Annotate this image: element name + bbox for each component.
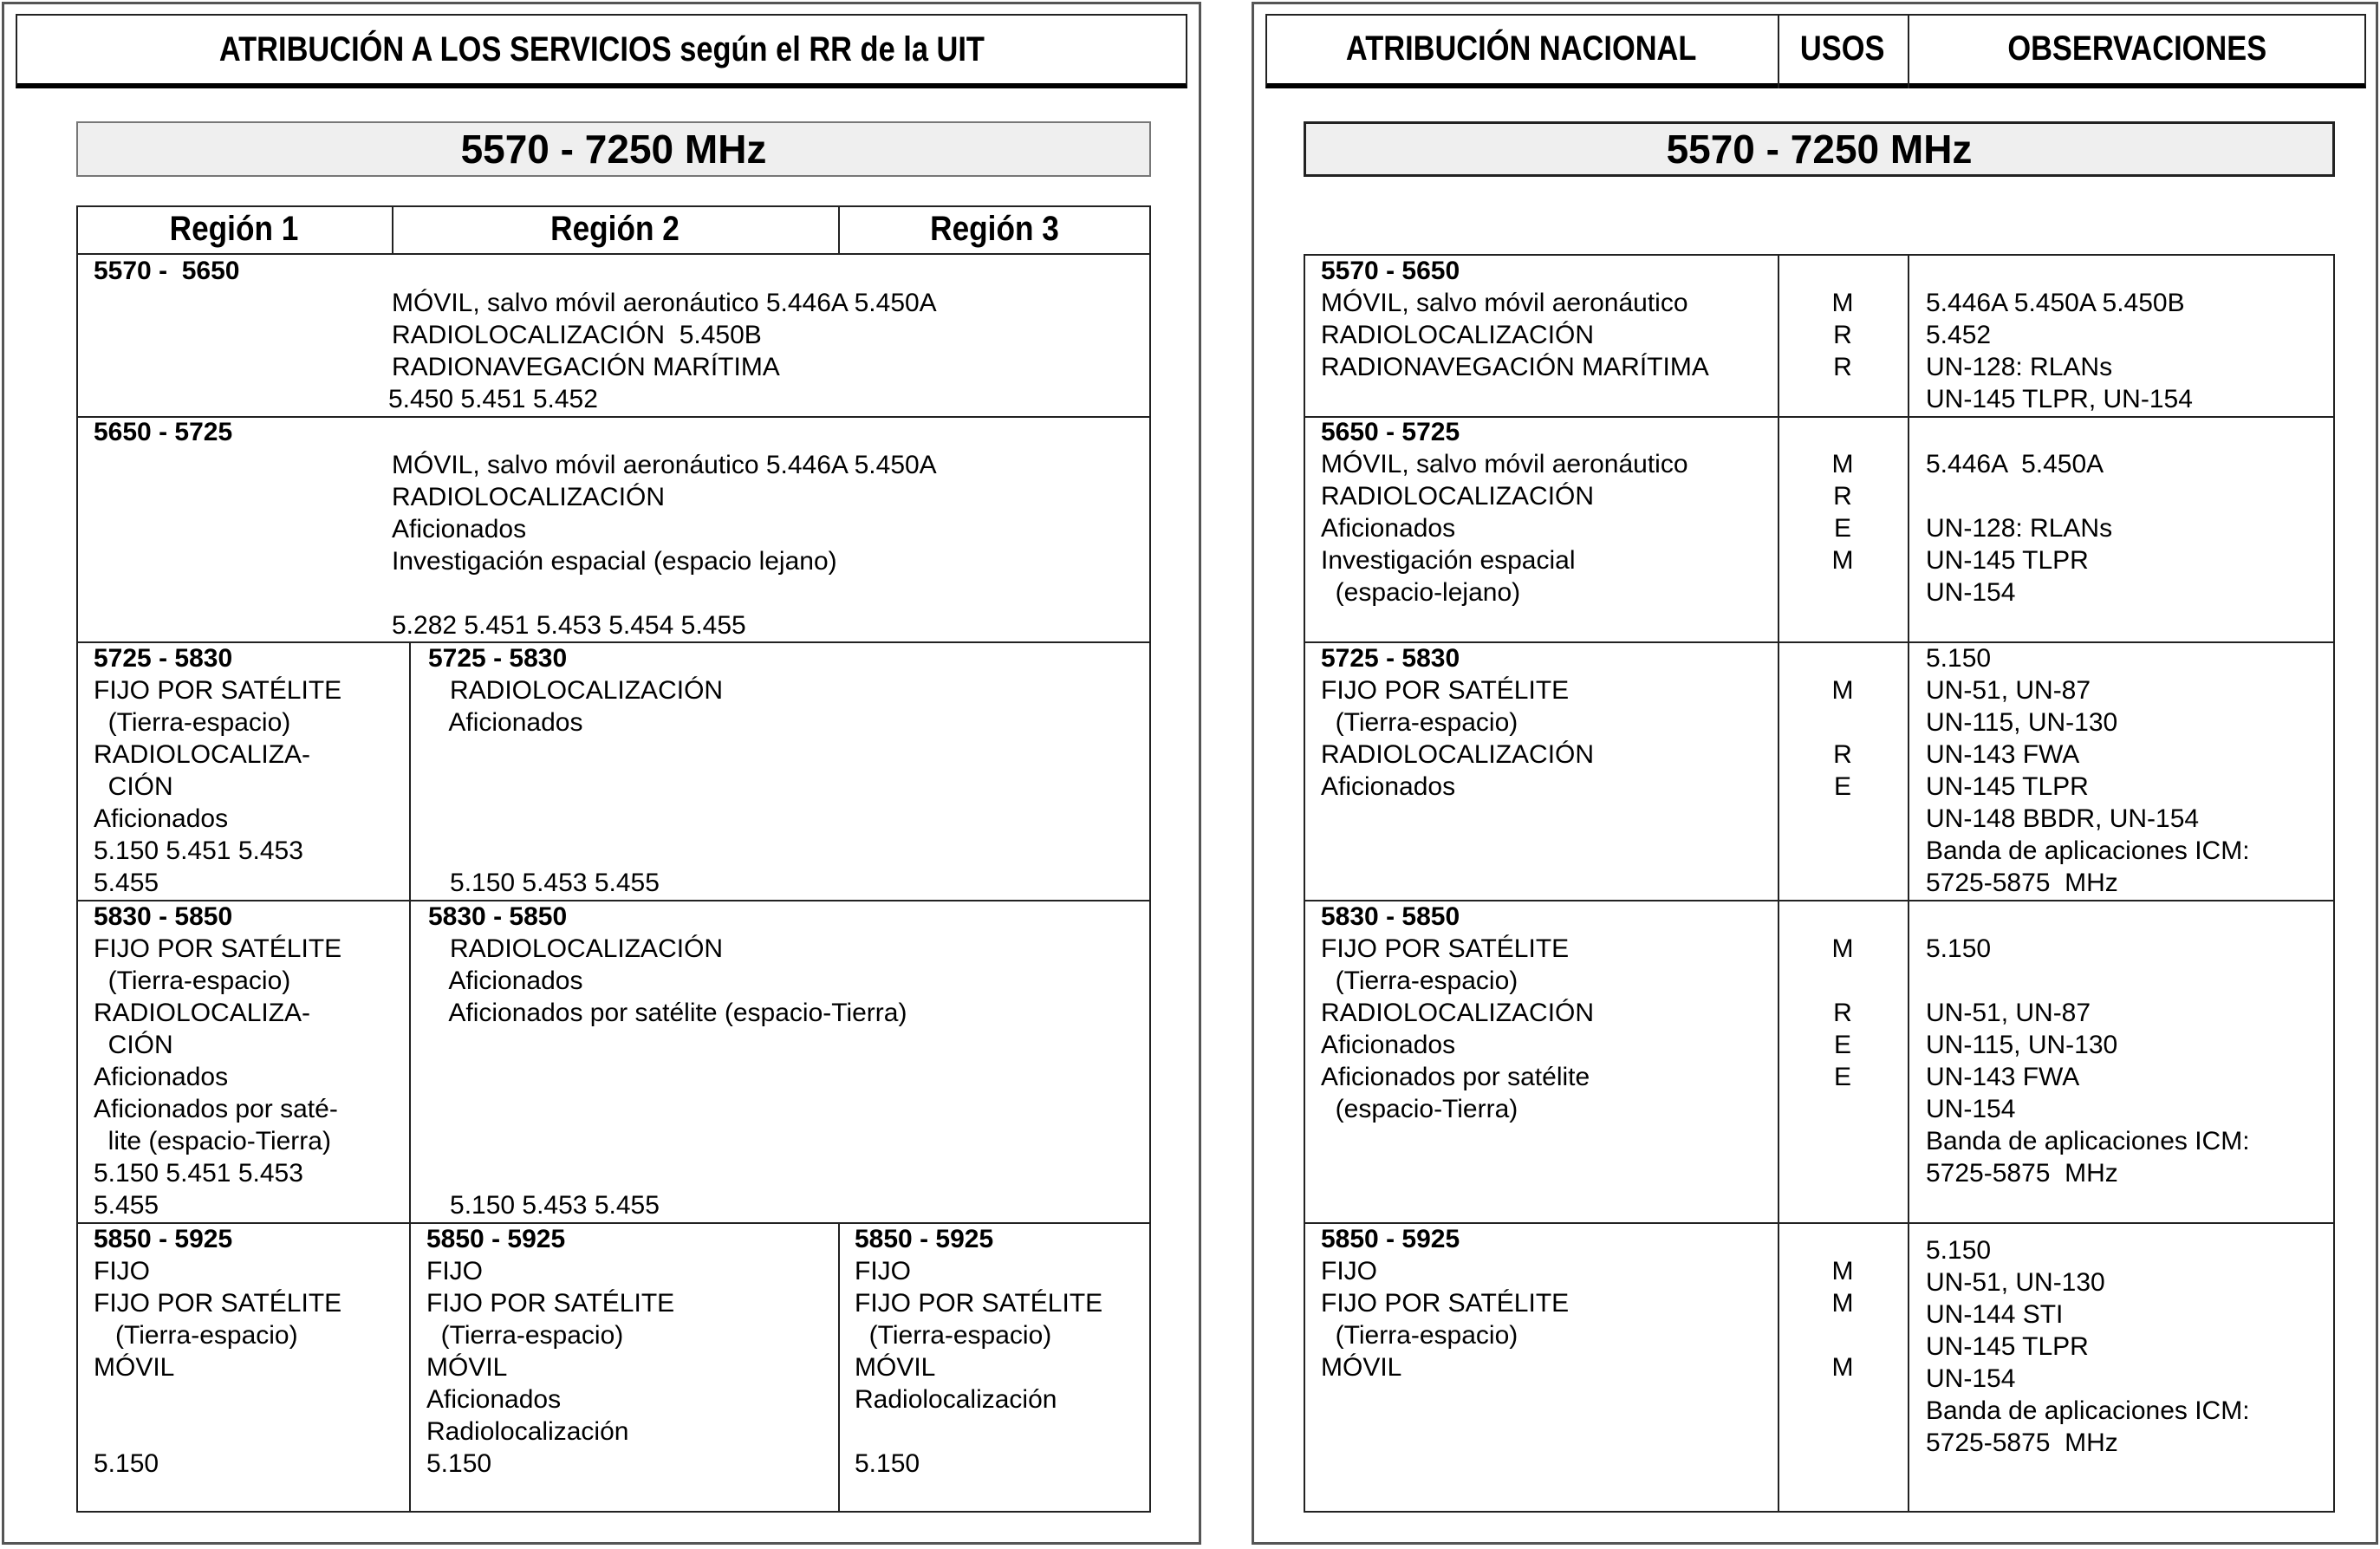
use-code: M	[1831, 1257, 1854, 1285]
observation: UN-145 TLPR, UN-154	[1926, 385, 2193, 413]
observation: Banda de aplicaciones ICM:	[1926, 1396, 2250, 1425]
allocation-line: (Tierra-espacio)	[94, 1321, 298, 1350]
allocation-line: RADIOLOCALIZACIÓN	[428, 676, 724, 705]
band-range: 5725 - 5830	[94, 644, 233, 673]
use-code: E	[1833, 514, 1851, 543]
allocation-line: FIJO POR SATÉLITE	[94, 1289, 342, 1318]
observation: UN-154	[1926, 1095, 2016, 1123]
observation: UN-145 TLPR	[1926, 1332, 2089, 1361]
allocation-line: (espacio-lejano)	[1321, 578, 1521, 607]
allocation-line: Radiolocalización	[426, 1417, 629, 1446]
allocation-line: RADIONAVEGACIÓN MARÍTIMA	[392, 353, 780, 381]
band-range: 5850 - 5925	[855, 1225, 994, 1253]
footnotes: 5.150 5.451 5.453	[94, 836, 303, 865]
row-sep	[76, 900, 1151, 901]
use-code: M	[1831, 676, 1854, 705]
allocation-line: (Tierra-espacio)	[1321, 708, 1518, 737]
left-band-header	[76, 121, 1151, 177]
use-code: M	[1831, 450, 1854, 478]
observation: Banda de aplicaciones ICM:	[1926, 1127, 2250, 1155]
col-title-cell	[1265, 14, 1778, 83]
right-band-label: 5570 - 7250 MHz	[1666, 127, 1973, 172]
allocation-line: FIJO POR SATÉLITE	[1321, 676, 1570, 705]
allocation-line: Aficionados por satélite (espacio-Tierra)	[428, 999, 907, 1027]
band-range: 5850 - 5925	[426, 1225, 566, 1253]
allocation-line: FIJO	[426, 1257, 483, 1285]
observation: 5.150	[1926, 934, 1992, 963]
allocation-line: FIJO POR SATÉLITE	[855, 1289, 1103, 1318]
allocation-line: Aficionados	[428, 708, 583, 737]
allocation-line: Radiolocalización	[855, 1385, 1057, 1414]
allocation-line: MÓVIL	[426, 1353, 508, 1382]
observation: UN-128: RLANs	[1926, 353, 2113, 381]
allocation-line: Investigación espacial	[1321, 546, 1576, 575]
allocation-line: CIÓN	[94, 1031, 173, 1059]
allocation-line: (Tierra-espacio)	[1321, 1321, 1518, 1350]
region-sep-1	[392, 205, 393, 253]
use-code: R	[1833, 321, 1852, 349]
allocation-line: FIJO POR SATÉLITE	[1321, 934, 1570, 963]
allocation-line: Aficionados	[392, 515, 527, 543]
allocation-line: Investigación espacial (espacio lejano)	[392, 547, 837, 576]
observation: 5725-5875 MHz	[1926, 1159, 2118, 1188]
allocation-line: (Tierra-espacio)	[426, 1321, 624, 1350]
allocation-line: FIJO POR SATÉLITE	[426, 1289, 675, 1318]
allocation-line: RADIOLOCALIZACIÓN 5.450B	[392, 321, 762, 349]
observation: Banda de aplicaciones ICM:	[1926, 836, 2250, 865]
allocation-line: RADIOLOCALIZACIÓN	[392, 483, 666, 511]
allocation-line: Aficionados	[94, 804, 229, 833]
observation: UN-51, UN-87	[1926, 676, 2091, 705]
allocation-line: FIJO POR SATÉLITE	[1321, 1289, 1570, 1318]
use-code: R	[1833, 740, 1852, 769]
footnotes: 5.455	[94, 1191, 159, 1220]
allocation-line: MÓVIL, salvo móvil aeronáutico 5.446A 5.450A	[392, 451, 937, 479]
region-1-header: Región 1	[169, 210, 299, 248]
observation: 5725-5875 MHz	[1926, 1429, 2118, 1457]
allocation-line: (Tierra-espacio)	[94, 708, 291, 737]
band-range: 5850 - 5925	[94, 1225, 233, 1253]
allocation-line: FIJO	[1321, 1257, 1377, 1285]
allocation-line: Aficionados	[1321, 772, 1456, 801]
use-code: R	[1833, 482, 1852, 511]
col-title-cell	[1778, 14, 1908, 83]
allocation-line: MÓVIL, salvo móvil aeronáutico 5.446A 5.450A	[392, 289, 937, 317]
observation: UN-144 STI	[1926, 1300, 2064, 1329]
observation: UN-145 TLPR	[1926, 772, 2089, 801]
allocation-line: CIÓN	[94, 772, 173, 801]
use-code: R	[1833, 999, 1852, 1027]
use-code: M	[1831, 934, 1854, 963]
observation: UN-154	[1926, 578, 2016, 607]
observation: 5.446A 5.450A	[1926, 450, 2104, 478]
left-band-label: 5570 - 7250 MHz	[460, 127, 767, 172]
allocation-line: Aficionados	[1321, 1031, 1456, 1059]
observation: UN-148 BBDR, UN-154	[1926, 804, 2200, 833]
allocation-line: RADIOLOCALIZA-	[94, 999, 311, 1027]
allocation-line: RADIOLOCALIZACIÓN	[1321, 999, 1595, 1027]
col-sep-r2r3	[838, 1222, 840, 1513]
observation: UN-115, UN-130	[1926, 1031, 2118, 1059]
band-range: 5725 - 5830	[428, 644, 568, 673]
band-range: 5830 - 5850	[94, 902, 233, 931]
footnotes: 5.150	[426, 1449, 492, 1478]
observation: UN-128: RLANs	[1926, 514, 2113, 543]
footnotes: 5.282 5.451 5.453 5.454 5.455	[392, 611, 746, 640]
use-code: R	[1833, 353, 1852, 381]
footnotes: 5.150	[855, 1449, 920, 1478]
allocation-line: RADIOLOCALIZACIÓN	[1321, 321, 1595, 349]
footnotes: 5.150 5.453 5.455	[428, 1191, 660, 1220]
band-range: 5570 - 5650	[94, 257, 240, 285]
observation: UN-154	[1926, 1364, 2016, 1393]
allocation-line: (Tierra-espacio)	[1321, 966, 1518, 995]
allocation-line: Aficionados por saté-	[94, 1095, 338, 1123]
allocation-line: FIJO POR SATÉLITE	[94, 934, 342, 963]
use-code: M	[1831, 289, 1854, 317]
observation: 5725-5875 MHz	[1926, 869, 2118, 897]
use-code: M	[1831, 546, 1854, 575]
observation: UN-51, UN-87	[1926, 999, 2091, 1027]
footnotes: 5.150 5.453 5.455	[428, 869, 660, 897]
row-sep	[76, 416, 1151, 418]
use-code: M	[1831, 1289, 1854, 1318]
allocation-line: RADIOLOCALIZACIÓN	[1321, 482, 1595, 511]
allocation-line: Aficionados por satélite	[1321, 1063, 1590, 1091]
allocation-line: Aficionados	[1321, 514, 1456, 543]
allocation-line: FIJO	[94, 1257, 150, 1285]
use-code: E	[1833, 772, 1851, 801]
allocation-line: (Tierra-espacio)	[855, 1321, 1052, 1350]
observation: UN-143 FWA	[1926, 1063, 2080, 1091]
allocation-line: FIJO POR SATÉLITE	[94, 676, 342, 705]
region-2-header: Región 2	[550, 210, 680, 248]
allocation-line: lite (espacio-Tierra)	[94, 1127, 331, 1155]
allocation-line: RADIOLOCALIZA-	[94, 740, 311, 769]
allocation-line: (espacio-Tierra)	[1321, 1095, 1518, 1123]
allocation-line: RADIOLOCALIZACIÓN	[1321, 740, 1595, 769]
observation: UN-143 FWA	[1926, 740, 2080, 769]
left-title-box	[16, 14, 1187, 88]
footnotes: 5.150 5.451 5.453	[94, 1159, 303, 1188]
allocation-line: RADIOLOCALIZACIÓN	[428, 934, 724, 963]
allocation-line: Aficionados	[428, 966, 583, 995]
observation: 5.150	[1926, 644, 1992, 673]
band-range: 5650 - 5725	[1321, 418, 1460, 446]
col-sep-r1r2	[409, 641, 411, 1513]
col-sep-uses	[1778, 254, 1779, 1513]
band-range: 5570 - 5650	[1321, 257, 1460, 285]
col-title-cell	[1908, 14, 2366, 83]
observation: 5.446A 5.450A 5.450B	[1926, 289, 2185, 317]
footnotes: 5.150	[94, 1449, 159, 1478]
observation: UN-51, UN-130	[1926, 1268, 2105, 1297]
footnotes: 5.455	[94, 869, 159, 897]
allocation-line: Aficionados	[426, 1385, 562, 1414]
allocation-line: MÓVIL	[94, 1353, 175, 1382]
observations-title: OBSERVACIONES	[2007, 29, 2266, 68]
right-band-header	[1304, 121, 2335, 177]
allocation-line: MÓVIL, salvo móvil aeronáutico	[1321, 289, 1688, 317]
band-range: 5830 - 5850	[428, 902, 568, 931]
use-code: E	[1833, 1031, 1851, 1059]
national-allocation-title: ATRIBUCIÓN NACIONAL	[1346, 29, 1697, 68]
observation: 5.150	[1926, 1236, 1992, 1265]
band-range: 5650 - 5725	[94, 418, 233, 446]
allocation-line: RADIONAVEGACIÓN MARÍTIMA	[1321, 353, 1709, 381]
left-title: ATRIBUCIÓN A LOS SERVICIOS según el RR de la UIT	[218, 29, 985, 68]
region-sep-2	[838, 205, 840, 253]
band-range: 5850 - 5925	[1321, 1225, 1460, 1253]
row-sep	[76, 641, 1151, 643]
allocation-line: Aficionados	[94, 1063, 229, 1091]
allocation-line: MÓVIL	[855, 1353, 936, 1382]
band-range: 5725 - 5830	[1321, 644, 1460, 673]
use-code: E	[1833, 1063, 1851, 1091]
allocation-line: MÓVIL	[1321, 1353, 1402, 1382]
uses-title: USOS	[1800, 29, 1885, 68]
allocation-line: FIJO	[855, 1257, 911, 1285]
use-code: M	[1831, 1353, 1854, 1382]
observation: 5.452	[1926, 321, 1992, 349]
observation: UN-145 TLPR	[1926, 546, 2089, 575]
observation: UN-115, UN-130	[1926, 708, 2118, 737]
col-sep-obs	[1908, 254, 1909, 1513]
allocation-line: MÓVIL, salvo móvil aeronáutico	[1321, 450, 1688, 478]
region-3-header: Región 3	[930, 210, 1059, 248]
band-range: 5830 - 5850	[1321, 902, 1460, 931]
allocation-line: (Tierra-espacio)	[94, 966, 291, 995]
footnotes: 5.450 5.451 5.452	[388, 385, 598, 413]
